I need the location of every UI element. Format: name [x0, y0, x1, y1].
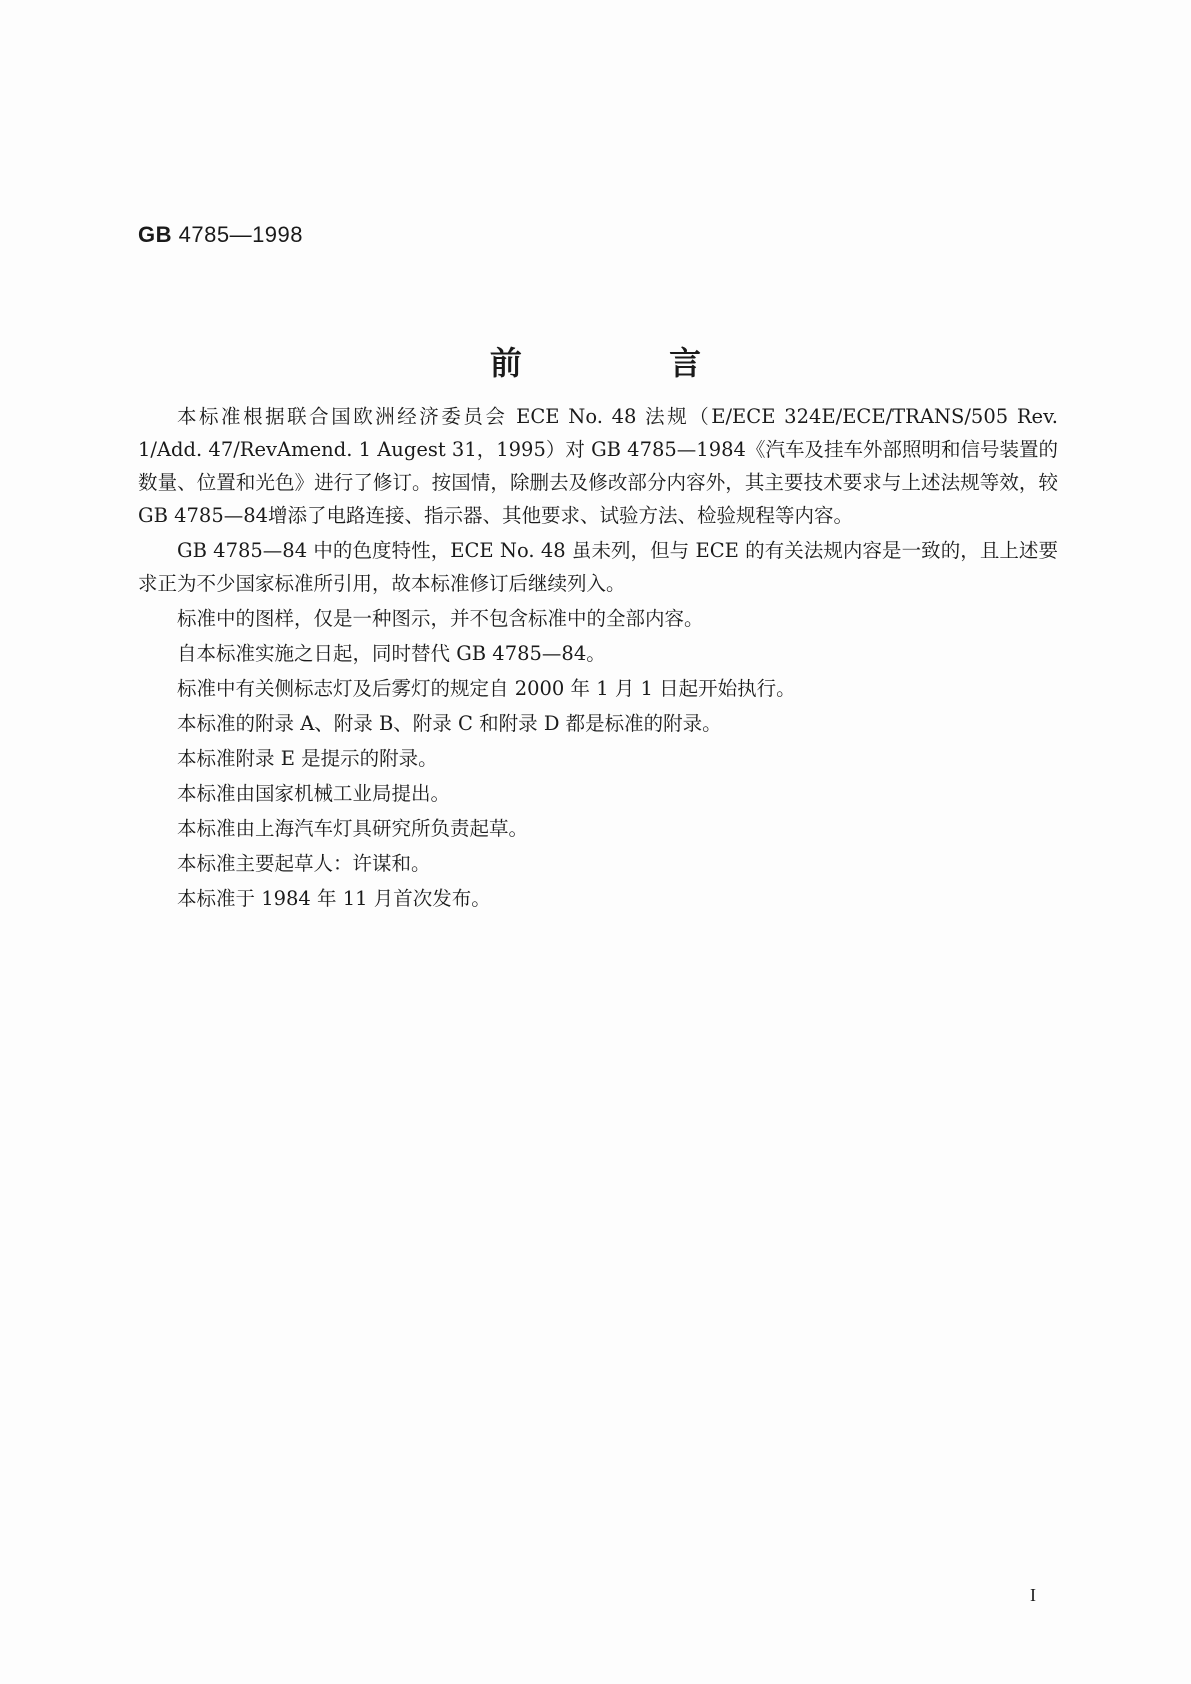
paragraph-proposer: 本标准由国家机械工业局提出。: [177, 782, 451, 805]
paragraph-chromaticity: GB 4785—84 中的色度特性，ECE No. 48 虽未列，但与 ECE 的有关法规内容是一致的，且上述要求正为不少国家标准所引用，故本标准修订后继续列入。: [138, 539, 1058, 595]
paragraph-revision-basis: 本标准根据联合国欧洲经济委员会 ECE No. 48 法规（E/ECE 324E/ECE/TRANS/505 Rev. 1/Add. 47/RevAmend. 1 Augest 31，1995）对 GB 4785—1984《汽车及挂车外部照明和信号装置的数量、位置和光色》进行了修订。按国情，除删去及修改部分内容外，其主要技术要求与上述法规等效，较 GB 4785—84增添了电路连接、指示器、其他要求、试验方法、检验规程等内容。: [138, 405, 1058, 527]
paragraph-drafting-unit: 本标准由上海汽车灯具研究所负责起草。: [177, 817, 529, 840]
standard-code-prefix: GB: [138, 222, 172, 247]
paragraph-replacement: 自本标准实施之日起，同时替代 GB 4785—84。: [177, 642, 606, 665]
standard-code: [138, 222, 303, 248]
paragraph-effective-date: 标准中有关侧标志灯及后雾灯的规定自 2000 年 1 月 1 日起开始执行。: [177, 677, 796, 700]
paragraph-informative-annex: 本标准附录 E 是提示的附录。: [177, 747, 438, 770]
paragraph-normative-annexes: 本标准的附录 A、附录 B、附录 C 和附录 D 都是标准的附录。: [177, 712, 722, 735]
foreword-body: [138, 400, 1058, 915]
paragraph-drafter: 本标准主要起草人：许谋和。: [177, 852, 431, 875]
page-title: 前 言: [489, 344, 770, 382]
standard-code-number: 4785—1998: [178, 222, 304, 247]
paragraph-first-issue: 本标准于 1984 年 11 月首次发布。: [177, 887, 491, 910]
paragraph-drawings: 标准中的图样，仅是一种图示，并不包含标准中的全部内容。: [177, 607, 704, 630]
page-number: I: [1030, 1585, 1036, 1605]
